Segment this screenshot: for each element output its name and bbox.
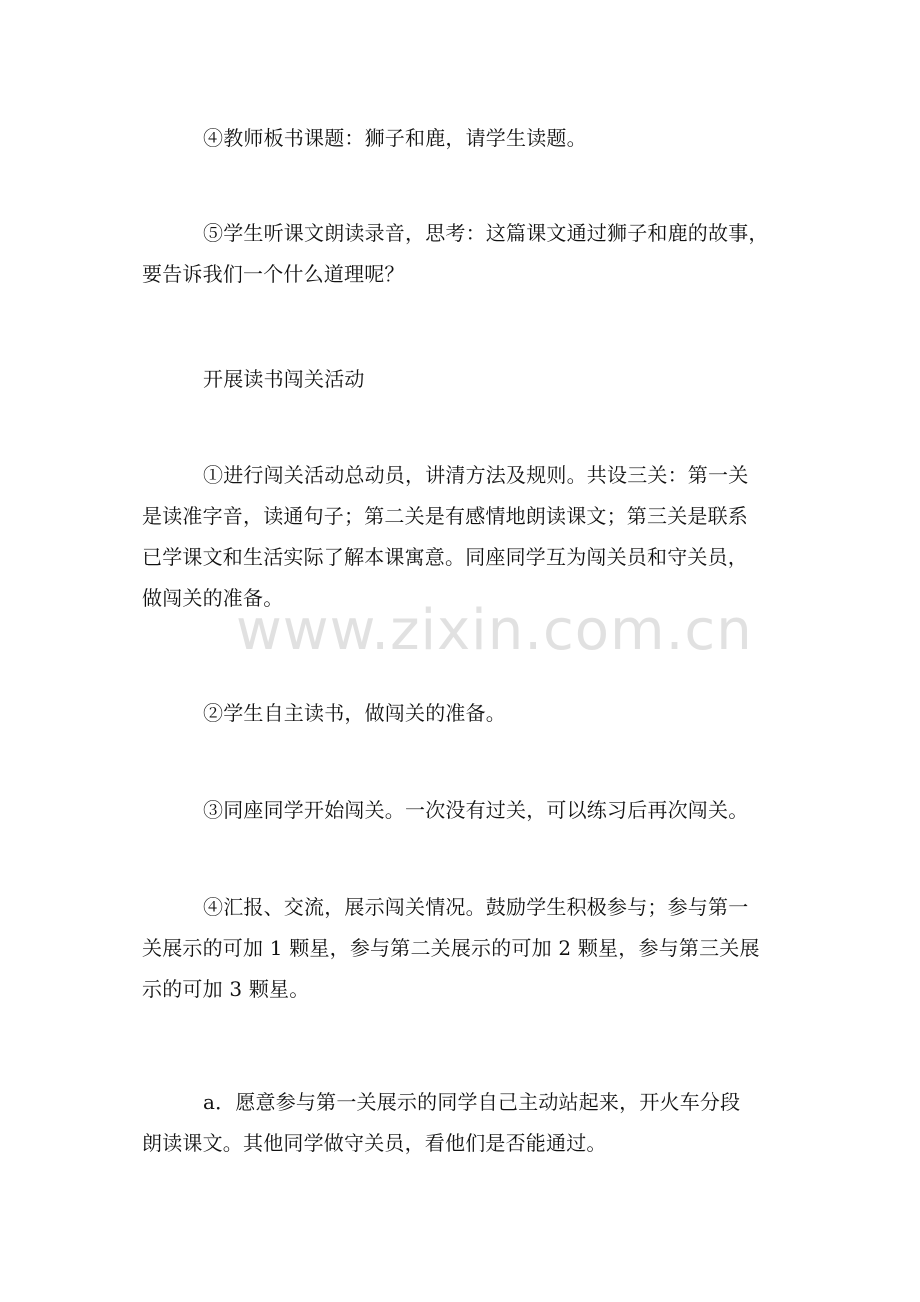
paragraph-first-level-show (142, 1082, 792, 1164)
paragraph-line: ④教师板书课题：狮子和鹿，请学生读题。 (203, 126, 587, 150)
paragraph-line: 做闯关的准备。 (142, 586, 284, 610)
paragraph-line: 关展示的可加 1 颗星，参与第二关展示的可加 2 颗星，参与第三关展 (142, 936, 760, 960)
paragraph-line: 示的可加 3 颗星。 (142, 977, 310, 1001)
section-heading-text: 开展读书闯关活动 (203, 367, 365, 391)
paragraph-listen-recording (142, 213, 792, 295)
paragraph-line: a．愿意参与第一关展示的同学自己主动站起来，开火车分段 (203, 1090, 741, 1114)
paragraph-line: ②学生自主读书，做闯关的准备。 (203, 701, 506, 725)
paragraph-line: ④汇报、交流，展示闯关情况。鼓励学生积极参与；参与第一 (203, 895, 749, 919)
paragraph-line: ①进行闯关活动总动员，讲清方法及规则。共设三关：第一关 (203, 463, 749, 487)
paragraph-line: ③同座同学开始闯关。一次没有过关，可以练习后再次闯关。 (203, 798, 749, 822)
paragraph-start-challenge (142, 790, 792, 831)
paragraph-report-exchange (142, 887, 792, 1010)
paragraph-line: 是读准字音，读通句子；第二关是有感情地朗读课文；第三关是联系 (142, 504, 748, 528)
paragraph-teacher-writes-title (142, 118, 792, 159)
paragraph-line: ⑤学生听课文朗读录音，思考：这篇课文通过狮子和鹿的故事， (203, 221, 769, 245)
paragraph-line: 朗读课文。其他同学做守关员，看他们是否能通过。 (142, 1131, 607, 1155)
watermark: www.zixin.com.cn (236, 598, 753, 663)
paragraph-self-reading (142, 693, 792, 734)
paragraph-activity-rules (142, 455, 792, 619)
section-heading (142, 359, 792, 400)
paragraph-line: 要告诉我们一个什么道理呢？ (142, 262, 405, 286)
paragraph-line: 已学课文和生活实际了解本课寓意。同座同学互为闯关员和守关员， (142, 545, 748, 569)
